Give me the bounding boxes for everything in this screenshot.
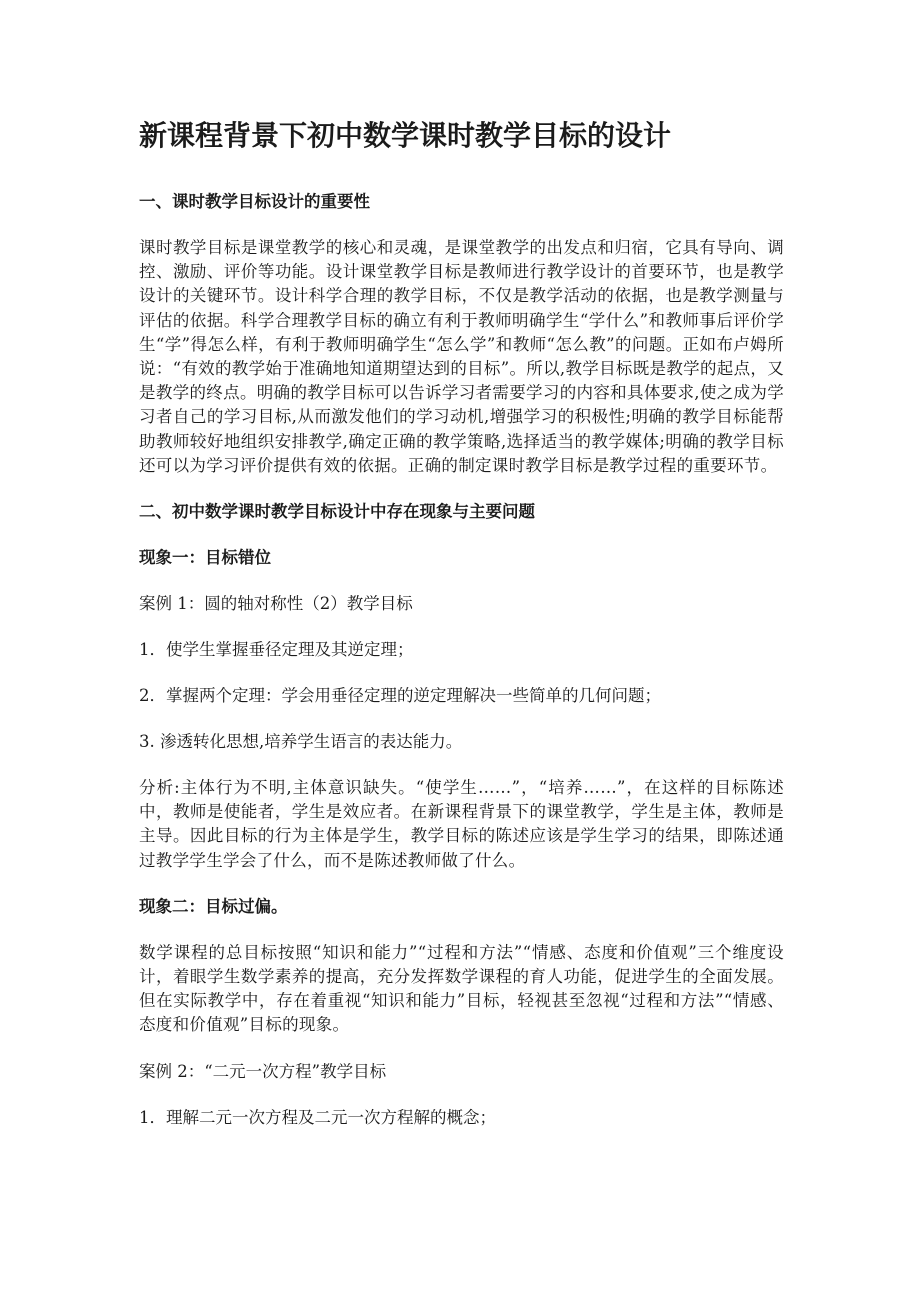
phenomenon1-heading: 现象一：目标错位 — [139, 548, 271, 568]
case1-title: 案例 1：圆的轴对称性（2）教学目标 — [139, 594, 413, 614]
case1-item: 3. 渗透转化思想,培养学生语言的表达能力。 — [139, 732, 463, 752]
case1-item: 2．掌握两个定理：学会用垂径定理的逆定理解决一些简单的几何问题； — [139, 686, 661, 706]
case1-item: 1．使学生掌握垂径定理及其逆定理； — [139, 640, 414, 660]
document-title: 新课程背景下初中数学课时教学目标的设计 — [139, 119, 672, 152]
phenomenon2-heading: 现象二：目标过偏。 — [139, 896, 288, 916]
section1-paragraph: 课时教学目标是课堂教学的核心和灵魂，是课堂教学的出发点和归宿，它具有导向、调控、激励、评价等功能。设计课堂教学目标是教师进行教学设计的首要环节，也是教学设计的关键环节。设计科学合理的教学目标，不仅是教学活动的依据，也是教学测量与评估的依据。科学合理教学目标的确立有利于教师明确学生“学什么”和教师事后评价学生“学”得怎么样，有利于教师明确学生“怎么学”和教师“怎么教”的问题。正如布卢姆所说：“有效的教学始于准确地知道期望达到的目标”。所以,教学目标既是教学的起点，又是教学的终点。明确的教学目标可以告诉学习者需要学习的内容和具体要求,使之成为学习者自己的学习目标,从而激发他们的学习动机,增强学习的积极性;明确的教学目标能帮助教师较好地组织安排教学,确定正确的教学策略,选择适当的教学媒体;明确的教学目标还可以为学习评价提供有效的依据。正确的制定课时教学目标是教学过程的重要环节。 — [139, 238, 784, 475]
case1-analysis: 分析:主体行为不明,主体意识缺失。“使学生……”，“培养……”，在这样的目标陈述中，教师是使能者，学生是效应者。在新课程背景下的课堂教学，学生是主体，教师是主导。因此目标的行为主体是学生，教学目标的陈述应该是学生学习的结果，即陈述通过教学学生学会了什么，而不是陈述教师做了什么。 — [139, 778, 784, 870]
section2-heading: 二、初中数学课时教学目标设计中存在现象与主要问题 — [139, 502, 535, 522]
case2-item: 1．理解二元一次方程及二元一次方程解的概念； — [139, 1107, 496, 1127]
section1-heading: 一、课时教学目标设计的重要性 — [139, 192, 370, 211]
case2-title: 案例 2：“二元一次方程”教学目标 — [139, 1061, 387, 1081]
phenomenon2-paragraph: 数学课程的总目标按照“知识和能力”“过程和方法”“情感、态度和价值观”三个维度设计，着眼学生数学素养的提高，充分发挥数学课程的育人功能，促进学生的全面发展。但在实际教学中，存在着重视“知识和能力”目标，轻视甚至忽视“过程和方法”“情感、态度和价值观”目标的现象。 — [139, 942, 784, 1035]
document-page — [139, 116, 784, 1152]
